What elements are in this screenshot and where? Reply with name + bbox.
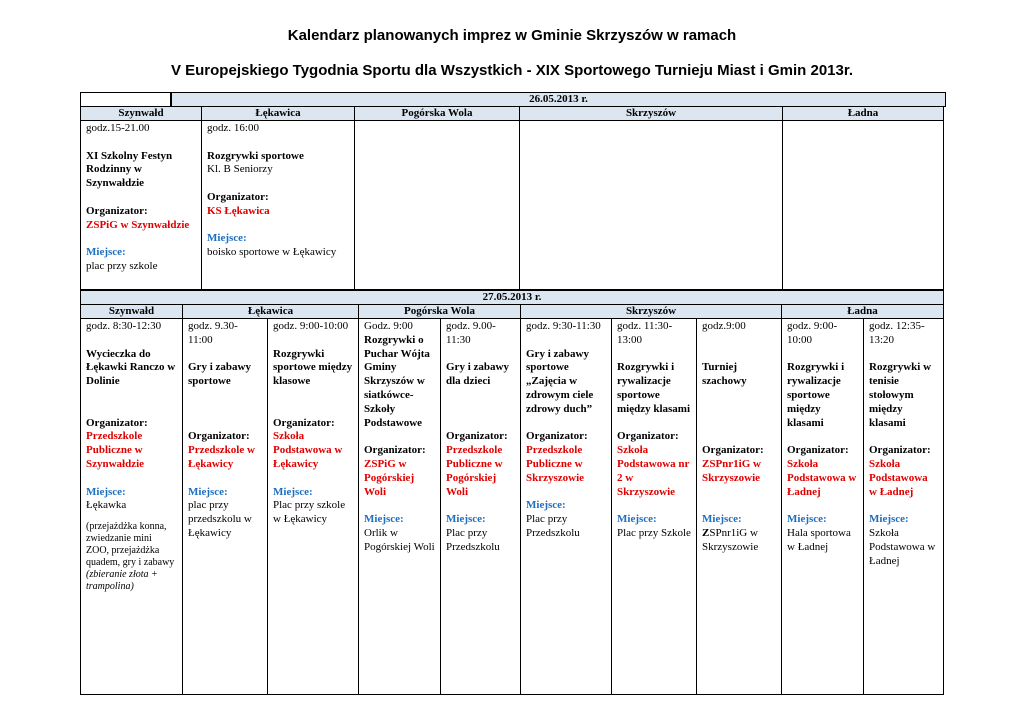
place-label: Miejsce: <box>446 513 486 526</box>
event-time: godz. 9:00-10:00 <box>273 320 349 332</box>
organizer-label: Organizator: <box>617 430 679 443</box>
place-value: Plac przy szkole w Łękawicy <box>273 499 346 526</box>
day1-header-row <box>81 107 943 121</box>
place-label: Miejsce: <box>273 485 313 498</box>
place-value: Plac przy Szkole <box>617 526 691 539</box>
organizer-label: Organizator: <box>446 430 508 443</box>
day2-cell-ladna-1 <box>782 319 864 694</box>
organizer-label: Organizator: <box>188 430 250 443</box>
organizer-name: ZSPiG w Pogórskiej Woli <box>364 457 415 498</box>
organizer-label: Organizator: <box>273 416 335 429</box>
day1-col-szynwald: Szynwałd <box>81 107 202 121</box>
event-title: Gry i zabawy dla dzieci <box>446 361 509 388</box>
organizer-name: Szkoła Podstawowa w Ładnej <box>869 457 928 498</box>
day2-col-pogorska-wola: Pogórska Wola <box>359 305 521 319</box>
day1-col-lekawica: Łękawica <box>202 107 355 121</box>
organizer-name: Szkoła Podstawowa w Łękawicy <box>273 430 343 470</box>
place-rest: SPnr1iG w Skrzyszowie <box>702 526 759 553</box>
day1-col-pogorska-wola: Pogórska Wola <box>355 107 520 121</box>
organizer-label: Organizator: <box>86 416 148 429</box>
day1-cell-pogorska-wola <box>355 121 520 289</box>
organizer-name: Szkoła Podstawowa nr 2 w Skrzyszowie <box>617 444 690 498</box>
day2-col-skrzyszow: Skrzyszów <box>521 305 782 319</box>
day1-date-empty-cell <box>81 93 171 107</box>
organizer-label: Organizator: <box>869 444 931 457</box>
day2-cell-skrzyszow-2 <box>612 319 697 694</box>
event-detail: Kl. B Seniorzy <box>207 163 273 176</box>
event-time: godz. 8:30-12:30 <box>86 320 162 332</box>
event-title: Turniej szachowy <box>702 361 747 388</box>
day2-col-lekawica: Łękawica <box>183 305 359 319</box>
organizer-name: ZSPnr1iG w Skrzyszowie <box>702 457 761 484</box>
place-value: boisko sportowe w Łękawicy <box>207 246 337 259</box>
day1-cell-ladna <box>783 121 943 289</box>
day2-col-ladna: Ładna <box>782 305 943 319</box>
place-value: plac przy szkole <box>86 259 158 272</box>
event-time: godz.9:00 <box>702 320 746 332</box>
place-value: Hala sportowa w Ładnej <box>787 526 851 553</box>
place-label: Miejsce: <box>86 485 126 498</box>
day2-cell-skrzyszow-1 <box>521 319 612 694</box>
organizer-label: Organizator: <box>86 204 148 217</box>
day1-date-header: 26.05.2013 r. <box>171 92 946 107</box>
place-label: Miejsce: <box>364 513 404 526</box>
day1-cell-lekawica <box>202 121 355 289</box>
day1-table <box>80 92 944 290</box>
event-title: Gry i zabawy sportowe „Zajęcia w zdrowym ciele zdrowy duch” <box>526 347 594 415</box>
event-time: godz. 9.00-11:30 <box>446 320 496 346</box>
organizer-label: Organizator: <box>364 444 426 457</box>
event-time: godz. 16:00 <box>207 122 259 134</box>
place-label: Miejsce: <box>869 513 909 526</box>
day2-col-szynwald: Szynwałd <box>81 305 183 319</box>
document-title: Kalendarz planowanych imprez w Gminie Skrzyszów w ramach <box>287 27 737 44</box>
organizer-name: ZSPiG w Szynwałdzie <box>86 218 190 231</box>
event-title: Rozgrywki w tenisie stołowym między klasami <box>869 361 932 429</box>
event-title: Rozgrywki sportowe między klasowe <box>273 347 353 388</box>
event-title: Rozgrywki sportowe <box>207 149 304 162</box>
place-label: Miejsce: <box>188 485 228 498</box>
event-time: godz. 12:35-13:20 <box>869 320 925 346</box>
organizer-label: Organizator: <box>787 444 849 457</box>
day2-cell-pogorska-wola-1 <box>359 319 441 694</box>
event-note-italic: (zbieranie złota + trampolina) <box>86 569 158 593</box>
place-value: Łękawka <box>86 499 127 512</box>
place-label: Miejsce: <box>617 513 657 526</box>
day2-cell-lekawica-2 <box>268 319 359 694</box>
place-label: Miejsce: <box>787 513 827 526</box>
day1-col-ladna: Ładna <box>783 107 943 121</box>
day1-col-skrzyszow: Skrzyszów <box>520 107 783 121</box>
place-value: plac przy przedszkolu w Łękawicy <box>188 499 252 539</box>
organizer-name: Przedszkole w Łękawicy <box>188 444 255 470</box>
day2-table <box>80 290 944 695</box>
day2-cell-pogorska-wola-2 <box>441 319 521 694</box>
document-subtitle: V Europejskiego Tygodnia Sportu dla Wszystkich - XIX Sportowego Turnieju Miast i Gmin 2013r. <box>170 62 854 79</box>
organizer-name: Szkoła Podstawowa w Ładnej <box>787 457 857 498</box>
place-value <box>702 527 776 555</box>
organizer-label: Organizator: <box>702 444 764 457</box>
event-note <box>86 521 177 593</box>
place-label: Miejsce: <box>702 513 742 526</box>
event-title: Rozgrywki i rywalizacje sportowe między klasami <box>617 361 691 415</box>
organizer-name: Przedszkole Publiczne w Szynwałdzie <box>86 430 145 470</box>
event-time: godz. 9.30-11:00 <box>188 320 238 346</box>
event-time: godz. 9:00-10:00 <box>787 320 838 346</box>
organizer-name: Przedszkole Publiczne w Skrzyszowie <box>526 444 585 484</box>
event-title: Rozgrywki o Puchar Wójta Gminy Skrzyszów w siatkówce- Szkoły Podstawowe <box>364 333 430 429</box>
place-value: Plac przy Przedszkolu <box>526 513 580 539</box>
day1-cell-skrzyszow <box>520 121 783 289</box>
place-label: Miejsce: <box>86 246 126 259</box>
event-time: godz. 9:30-11:30 <box>526 320 601 332</box>
place-value: Szkoła Podstawowa w Ładnej <box>869 526 936 567</box>
event-title: Wycieczka do Łękawki Ranczo w Dolinie <box>86 347 176 388</box>
place-value: Plac przy Przedszkolu <box>446 526 500 553</box>
place-label: Miejsce: <box>526 499 566 512</box>
day2-cell-szynwald <box>81 319 183 694</box>
event-time: godz. 11:30-13:00 <box>617 320 673 346</box>
event-note-text: (przejażdżka konna, zwiedzanie mini ZOO, przejażdżka quadem, gry i zabawy <box>86 521 175 569</box>
organizer-label: Organizator: <box>207 190 269 203</box>
day2-cell-lekawica-1 <box>183 319 268 694</box>
organizer-name: Przedszkole Publiczne w Pogórskiej Woli <box>446 444 503 498</box>
day2-date-header: 27.05.2013 r. <box>80 290 944 305</box>
event-title: Rozgrywki i rywalizacje sportowe między klasami <box>787 361 845 429</box>
place-initial: Z <box>702 526 710 539</box>
day2-header-row <box>81 305 943 319</box>
day1-cell-szynwald <box>81 121 202 289</box>
day2-cell-skrzyszow-3 <box>697 319 782 694</box>
event-title: Gry i zabawy sportowe <box>188 361 251 388</box>
event-title: XI Szkolny Festyn Rodzinny w Szynwałdzie <box>86 149 173 190</box>
day2-cell-ladna-2 <box>864 319 943 694</box>
organizer-label: Organizator: <box>526 430 588 443</box>
event-time: Godz. 9:00 <box>364 320 413 332</box>
place-label: Miejsce: <box>207 232 247 245</box>
organizer-name: KS Łękawica <box>207 204 270 217</box>
place-value: Orlik w Pogórskiej Woli <box>364 526 435 553</box>
event-time: godz.15-21.00 <box>86 122 150 134</box>
